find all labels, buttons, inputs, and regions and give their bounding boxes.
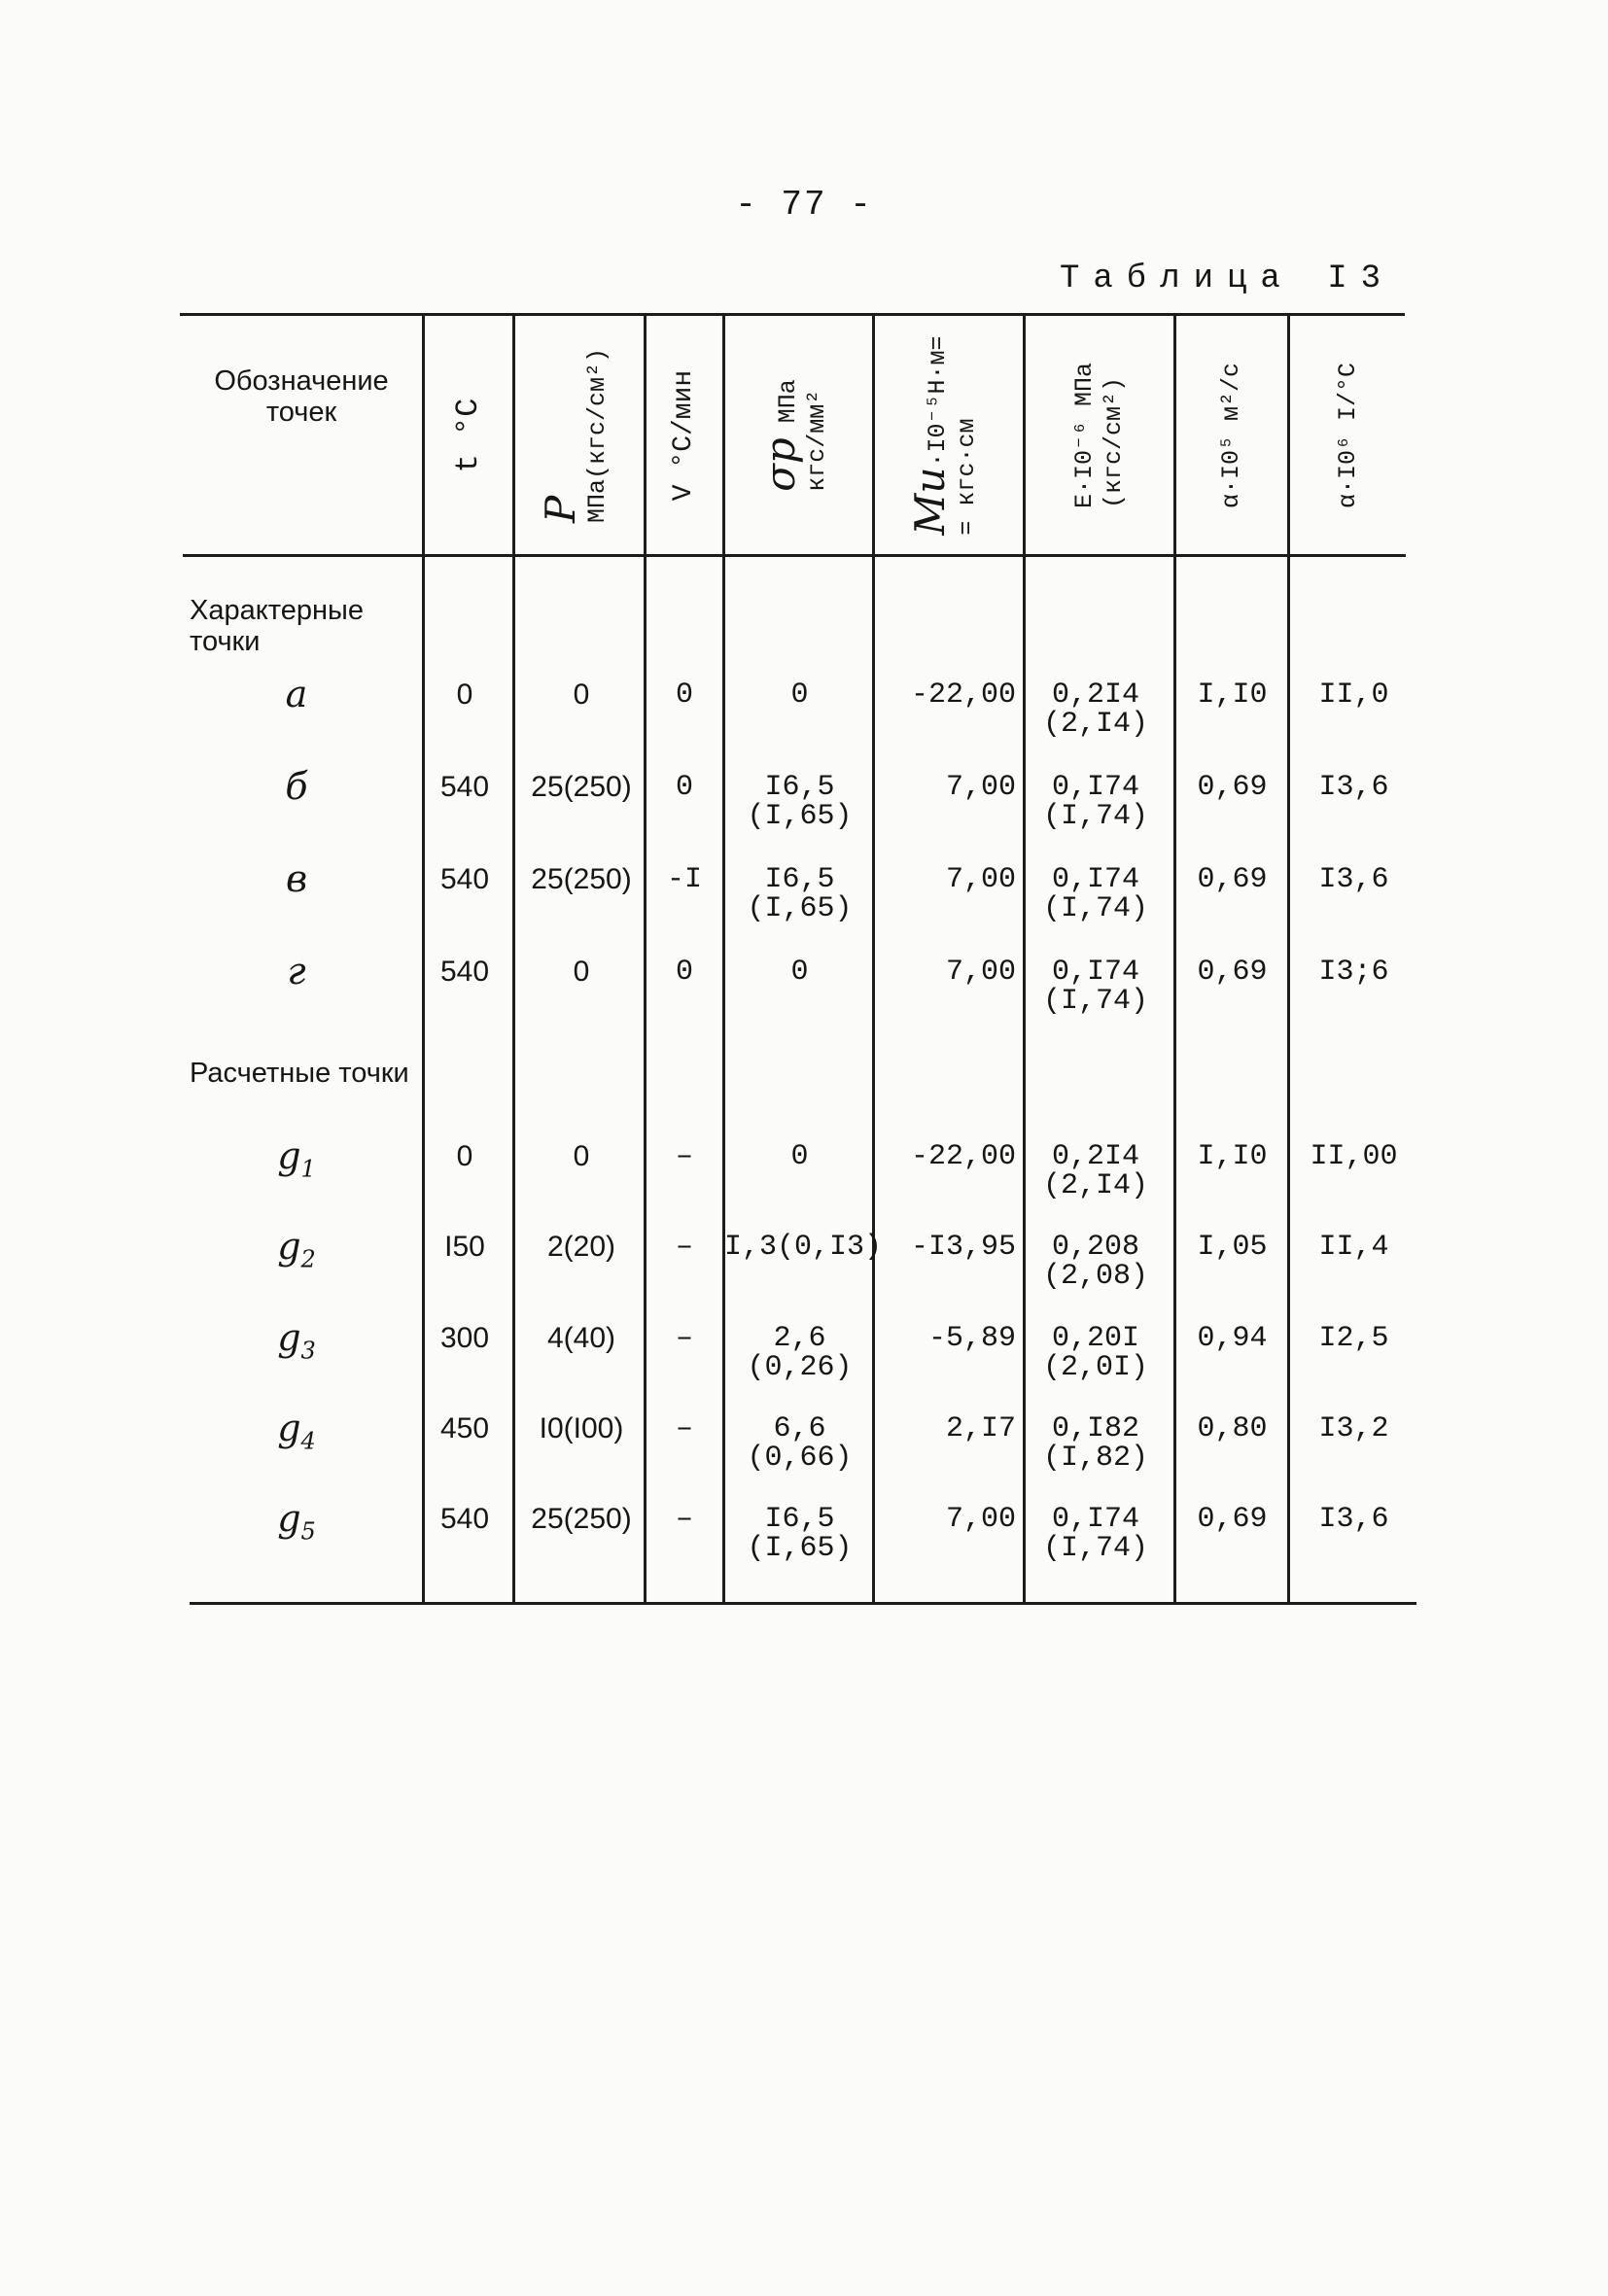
table-cell [1023, 680, 1169, 739]
table-cell [1023, 957, 1169, 1016]
cell-value: (2,I4) [1042, 1169, 1149, 1202]
table-cell [875, 957, 1016, 987]
cell-value: 540 [439, 771, 490, 803]
table-cell [518, 1324, 645, 1353]
table-cell [724, 1505, 875, 1563]
table-cell [425, 865, 505, 894]
table-cell [1298, 1142, 1410, 1171]
header-p [515, 315, 644, 556]
table-cell [875, 1414, 1016, 1444]
section-characteristic: Характерные точки [190, 595, 364, 657]
cell-value: -5,89 [927, 1322, 1016, 1355]
table-cell [1298, 1414, 1410, 1444]
table-cell [1023, 1324, 1169, 1382]
table-cell [724, 1324, 875, 1382]
table-cell [647, 1414, 722, 1444]
cell-value: I6,5 [764, 863, 835, 896]
cell-value: (2,I4) [1042, 708, 1149, 741]
point-label-letter: g [277, 1497, 301, 1540]
cell-value: 0 [675, 771, 693, 804]
header-sigma-symbol: σp [755, 437, 804, 492]
table-cell [1023, 1233, 1169, 1291]
table-cell [425, 773, 505, 802]
table-cell [518, 1142, 645, 1171]
cell-value: 0,20I [1051, 1322, 1139, 1355]
cell-value: 0 [573, 956, 590, 988]
cell-value: -I [666, 863, 702, 896]
cell-value: I,I0 [1197, 1140, 1268, 1173]
table-cell [425, 957, 505, 987]
cell-value: 0,I74 [1051, 863, 1139, 896]
cell-value: 2,I7 [945, 1412, 1016, 1445]
table-cell [1176, 865, 1288, 894]
cell-value: 0,2I4 [1051, 678, 1139, 712]
table-cell [724, 865, 875, 923]
cell-value: (I,82) [1042, 1442, 1149, 1475]
cell-value: 2(20) [546, 1231, 616, 1263]
table-cell [1023, 865, 1169, 923]
cell-value: (I,65) [747, 1532, 853, 1565]
point-label-index: 5 [300, 1517, 316, 1546]
point-label [175, 1407, 418, 1455]
cell-value: 0,80 [1197, 1412, 1268, 1445]
cell-value: I3;6 [1318, 956, 1389, 989]
cell-value: 0 [675, 956, 693, 989]
cell-value: II,4 [1318, 1231, 1389, 1264]
table-caption: Таблица I3 [1060, 261, 1395, 297]
cell-value: 300 [439, 1322, 490, 1354]
table-cell [1023, 1505, 1169, 1563]
table-cell [1298, 773, 1410, 802]
cell-value: I,3(0,I3) [724, 1231, 883, 1264]
table-cell [1176, 1414, 1288, 1444]
point-label-index: 2 [300, 1245, 316, 1273]
cell-value: I,05 [1197, 1231, 1268, 1264]
point-label [175, 673, 418, 715]
point-label-letter: в [285, 857, 308, 900]
cell-value: I,I0 [1197, 678, 1268, 712]
cell-value: I2,5 [1318, 1322, 1389, 1355]
table-cell [1298, 865, 1410, 894]
cell-value: 0,69 [1197, 1503, 1268, 1536]
table-cell [518, 1233, 645, 1262]
cell-value: II,0 [1318, 678, 1389, 712]
table-cell [647, 1324, 722, 1353]
point-label [175, 1225, 418, 1273]
header-m [875, 315, 1023, 556]
table-cell [647, 1233, 722, 1262]
header-sigma [725, 315, 872, 556]
cell-value: -22,00 [910, 678, 1016, 712]
cell-value: I3,6 [1318, 771, 1389, 804]
table-cell [875, 1233, 1016, 1262]
header-v: V °С/мин [669, 369, 699, 502]
point-label-letter: а [285, 673, 308, 715]
table-cell [425, 1324, 505, 1353]
table-cell [647, 773, 722, 802]
cell-value: (I,74) [1042, 1532, 1149, 1565]
table-cell [724, 1231, 883, 1264]
table-cell [875, 865, 1016, 894]
cell-value: – [675, 1231, 693, 1264]
header-m-unit-alt: = кгс·см [953, 418, 981, 536]
table-cell [647, 957, 722, 987]
cell-value: 25(250) [531, 1503, 632, 1535]
table-cell [1298, 1324, 1410, 1353]
table-cell [518, 680, 645, 710]
cell-value: I6,5 [764, 771, 835, 804]
cell-value: 7,00 [945, 771, 1016, 804]
table-cell [425, 1505, 505, 1534]
cell-value: 6,6 [773, 1412, 826, 1445]
cell-value: I0(I00) [539, 1412, 624, 1444]
cell-value: 0,I74 [1051, 771, 1139, 804]
header-label: Обозначение точек [214, 365, 389, 428]
cell-value: 0,69 [1197, 863, 1268, 896]
table-cell [518, 957, 645, 987]
point-label-index: 1 [300, 1155, 316, 1183]
cell-value: 2,6 [773, 1322, 826, 1355]
cell-value: 0,I74 [1051, 1503, 1139, 1536]
table-cell [724, 773, 875, 831]
cell-value: 540 [439, 863, 490, 895]
table-cell [1176, 1233, 1288, 1262]
table-cell [518, 1505, 645, 1534]
header-p-symbol: P [537, 495, 584, 524]
table-cell [425, 1233, 505, 1262]
header-e-unit-alt: (кгс/см²) [1100, 377, 1128, 509]
cell-value: I3,6 [1318, 863, 1389, 896]
cell-value: 0 [790, 678, 809, 712]
table-bottom-rule [190, 1602, 1416, 1605]
cell-value: 540 [439, 1503, 490, 1535]
section-calculated: Расчетные точки [190, 1058, 409, 1089]
point-label-letter: б [285, 765, 308, 808]
cell-value: (I,65) [747, 892, 853, 925]
table-cell [518, 773, 645, 802]
cell-value: – [675, 1322, 693, 1355]
table-cell [425, 1142, 505, 1171]
cell-value: – [675, 1503, 693, 1536]
cell-value: 540 [439, 956, 490, 988]
table-cell [724, 680, 875, 710]
cell-value: 0 [456, 1140, 473, 1172]
header-p-unit: МПа(кгс/см²) [583, 347, 612, 524]
cell-value: (I,65) [747, 800, 853, 833]
cell-value: -22,00 [910, 1140, 1016, 1173]
header-m-unit: ·I0⁻⁵Н·м= [924, 335, 952, 468]
cell-value: 0,69 [1197, 771, 1268, 804]
cell-value: I50 [444, 1231, 485, 1263]
cell-value: -I3,95 [910, 1231, 1016, 1264]
point-label [175, 950, 418, 992]
point-label-letter: g [277, 1225, 301, 1268]
cell-value: (0,66) [747, 1442, 853, 1475]
table-cell [1176, 1324, 1288, 1353]
cell-value: I3,2 [1318, 1412, 1389, 1445]
cell-value: 0 [573, 1140, 590, 1172]
table-cell [724, 1414, 875, 1473]
cell-value: 4(40) [546, 1322, 616, 1354]
header-m-symbol: Mи [906, 467, 954, 536]
table-cell [1298, 1233, 1410, 1262]
table-cell [1176, 773, 1288, 802]
table-cell [1176, 1142, 1288, 1171]
cell-value: 0 [790, 956, 809, 989]
cell-value: (I,74) [1042, 892, 1149, 925]
cell-value: 7,00 [945, 1503, 1016, 1536]
cell-value: 450 [439, 1412, 490, 1444]
cell-value: – [675, 1140, 693, 1173]
header-sigma-unit-alt: кгс/мм² [802, 389, 831, 492]
table-cell [1176, 680, 1288, 710]
header-e [1026, 315, 1173, 556]
table-cell [724, 957, 875, 987]
table-cell [875, 1142, 1016, 1171]
point-label-index: 4 [300, 1427, 316, 1455]
cell-value: II,00 [1310, 1140, 1398, 1173]
cell-value: 7,00 [945, 956, 1016, 989]
table-cell [724, 1142, 875, 1171]
table-cell [1298, 680, 1410, 710]
table-cell [1176, 957, 1288, 987]
header-t: t °С [450, 398, 486, 473]
point-label-letter: g [277, 1134, 301, 1177]
cell-value: 0,69 [1197, 956, 1268, 989]
header-sigma-unit: МПа [773, 379, 802, 424]
cell-value: 0 [573, 678, 590, 711]
cell-value: 25(250) [531, 863, 632, 895]
table-cell [1023, 773, 1169, 831]
header-a2: α·I0⁶ I/°С [1334, 362, 1362, 509]
table-cell [425, 1414, 505, 1444]
point-label-letter: г [287, 950, 306, 992]
table-cell [1023, 1142, 1169, 1200]
cell-value: I3,6 [1318, 1503, 1389, 1536]
cell-value: (I,74) [1042, 800, 1149, 833]
cell-value: 0,208 [1051, 1231, 1139, 1264]
table-cell [647, 865, 722, 894]
table-cell [1298, 1505, 1410, 1534]
cell-value: – [675, 1412, 693, 1445]
table-cell [647, 680, 722, 710]
cell-value: I6,5 [764, 1503, 835, 1536]
cell-value: 0,I82 [1051, 1412, 1139, 1445]
point-label [175, 857, 418, 900]
table-cell [1176, 1505, 1288, 1534]
point-label [175, 1134, 418, 1183]
point-label [175, 1316, 418, 1365]
table-cell [875, 1324, 1016, 1353]
point-label [175, 1497, 418, 1546]
point-label [175, 765, 418, 808]
header-e-unit: Е·I0⁻⁶ МПа [1070, 362, 1099, 509]
point-label-letter: g [277, 1316, 301, 1359]
header-a1: α·I0⁵ м²/с [1217, 362, 1245, 509]
table-cell [1298, 957, 1410, 987]
table-cell [425, 680, 505, 710]
cell-value: 0 [790, 1140, 809, 1173]
cell-value: 0,94 [1197, 1322, 1268, 1355]
cell-value: 0 [456, 678, 473, 711]
point-label-index: 3 [300, 1337, 316, 1365]
cell-value: (0,26) [747, 1351, 853, 1384]
cell-value: 0,2I4 [1051, 1140, 1139, 1173]
table-cell [647, 1142, 722, 1171]
page-number: - 77 - [735, 185, 873, 225]
cell-value: 7,00 [945, 863, 1016, 896]
table-cell [518, 865, 645, 894]
cell-value: 0,I74 [1051, 956, 1139, 989]
table-cell [647, 1505, 722, 1534]
table-cell [875, 680, 1016, 710]
cell-value: (2,0I) [1042, 1351, 1149, 1384]
cell-value: (I,74) [1042, 985, 1149, 1018]
point-label-letter: g [277, 1407, 301, 1449]
table-cell [1023, 1414, 1169, 1473]
table-cell [875, 773, 1016, 802]
cell-value: 25(250) [531, 771, 632, 803]
table-cell [875, 1505, 1016, 1534]
cell-value: 0 [675, 678, 693, 712]
cell-value: (2,08) [1042, 1260, 1149, 1293]
table-cell [518, 1414, 645, 1444]
